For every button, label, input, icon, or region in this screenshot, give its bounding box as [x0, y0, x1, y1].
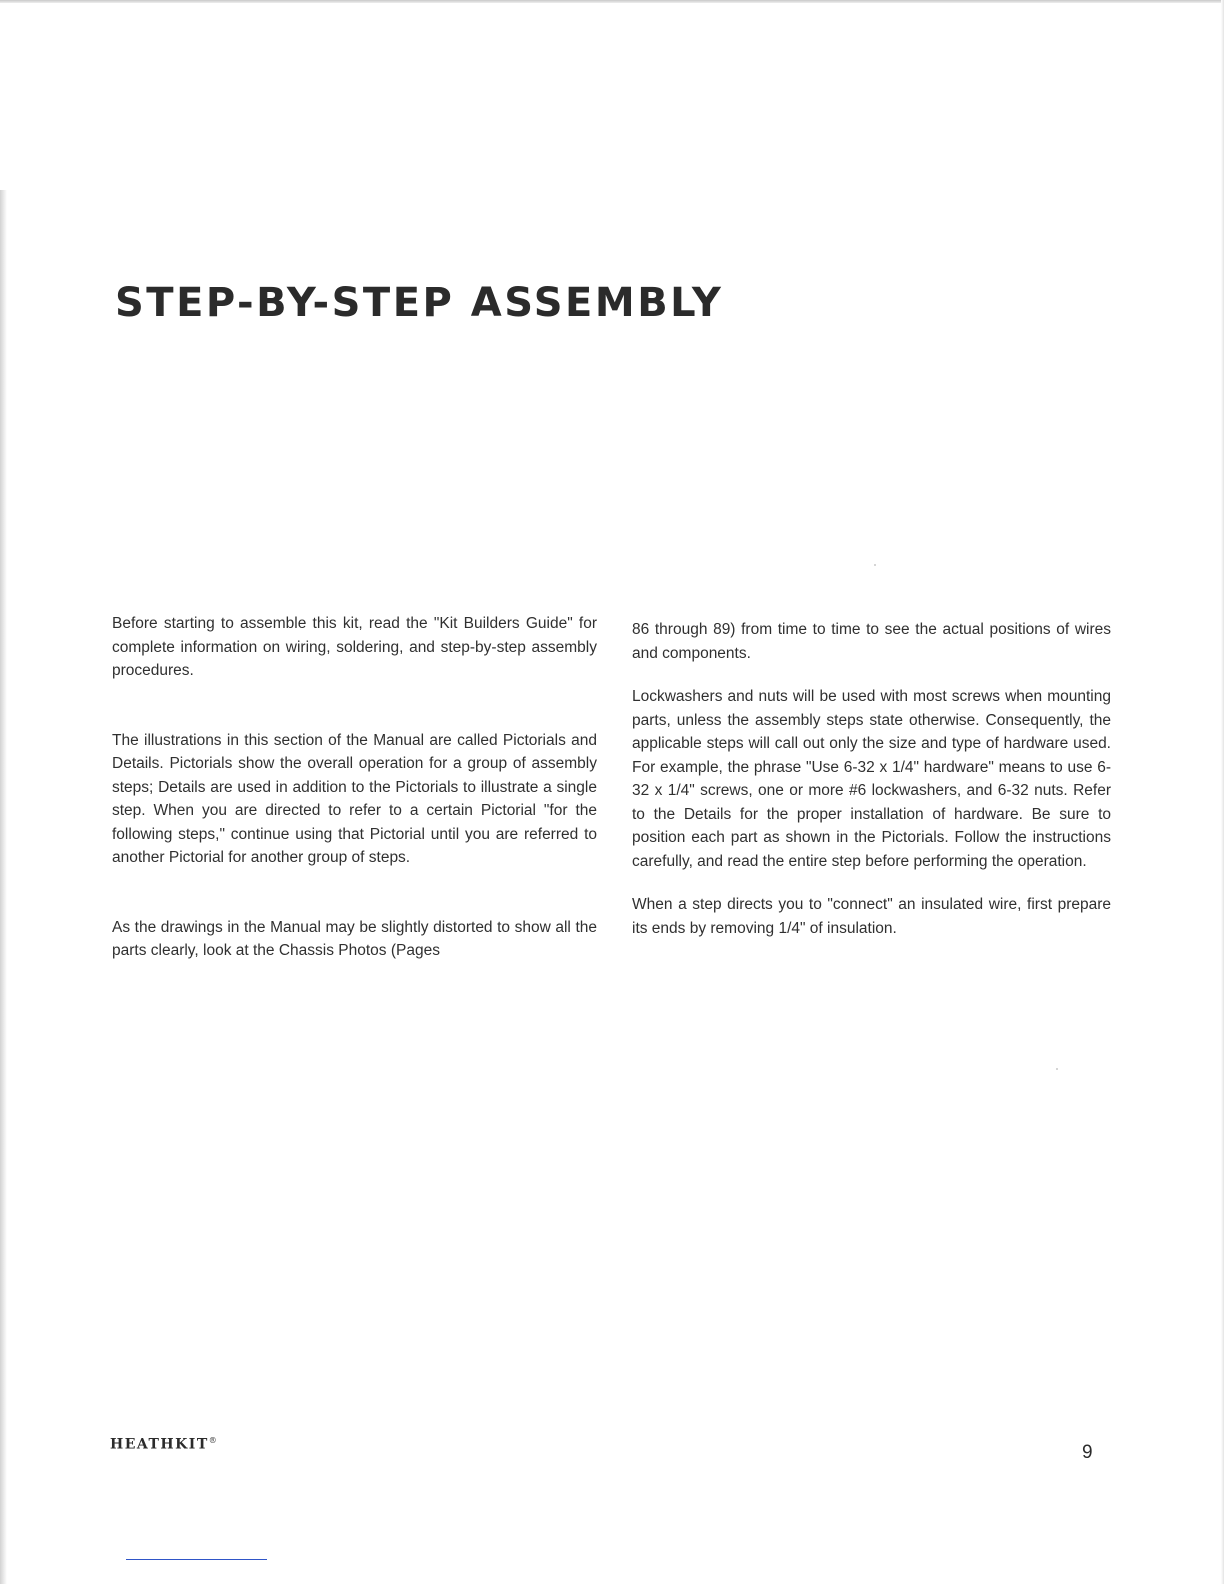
drawings-paragraph-continued: 86 through 89) from time to time to see the actual positions of wires and components.	[632, 621, 1111, 662]
footer-rule	[126, 1559, 267, 1560]
scan-speck	[874, 564, 876, 566]
illustrations-paragraph: The illustrations in this section of the Manual are called Pictorials and Details. Pictorials show the overall operation for a group of assembly steps; Details are used in addition to the Pictorials to illustrate a single step. When you are directed to refer to a certain Pictorial "for the following steps," continue using that Pictorial until you are referred to another Pictorial for another group of steps.	[112, 731, 597, 866]
page-top-edge	[0, 0, 1224, 3]
right-column	[632, 618, 1111, 940]
heathkit-brand	[110, 1436, 217, 1453]
registered-mark: ®	[208, 1436, 217, 1445]
page-title: STEP-BY-STEP ASSEMBLY	[115, 280, 724, 326]
intro-paragraph: Before starting to assemble this kit, read the "Kit Builders Guide" for complete information on wiring, soldering, and step-by-step assembly procedures.	[112, 615, 597, 679]
left-column	[112, 612, 597, 963]
page-number: 9	[1082, 1442, 1093, 1463]
page-left-edge	[0, 190, 7, 1584]
scan-speck	[1056, 1068, 1058, 1070]
drawings-paragraph: As the drawings in the Manual may be slightly distorted to show all the parts clearly, look at the Chassis Photos (Pages	[112, 918, 597, 959]
hardware-paragraph: Lockwashers and nuts will be used with most screws when mounting parts, unless the assembly steps state otherwise. Consequently, the applicable steps will call out only the size and type of hardware used. For example, the phrase "Use 6-32 x 1/4" hardware" means to use 6-32 x 1/4" screws, one or more #6 lockwashers, and 6-32 nuts. Refer to the Details for the proper installation of hardware. Be sure to position each part as shown in the Pictorials. Follow the instructions carefully, and read the entire step before performing the operation.	[632, 688, 1111, 870]
wire-paragraph: When a step directs you to "connect" an insulated wire, first prepare its ends by removing 1/4" of insulation.	[632, 896, 1111, 937]
brand-name: HEATHKIT	[110, 1436, 209, 1453]
